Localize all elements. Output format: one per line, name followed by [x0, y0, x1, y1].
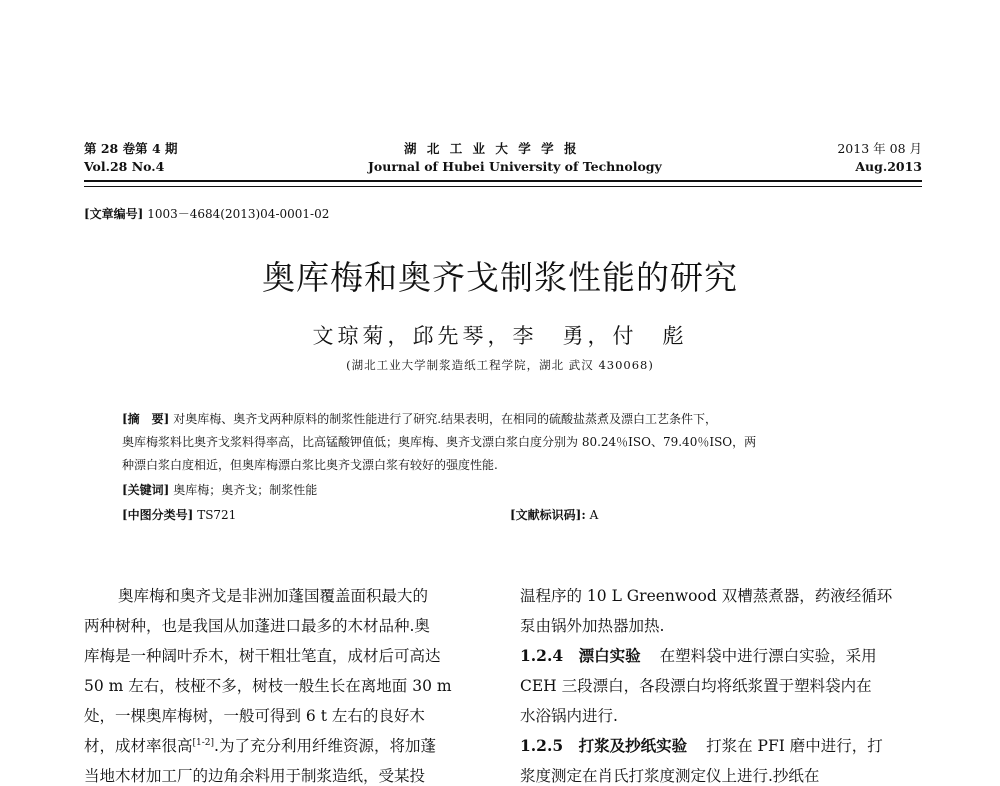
section-1-2-5-text: 打浆在 PFI 磨中进行，打 [706, 737, 883, 755]
section-1-2-4 [520, 644, 877, 666]
section-1-2-5 [520, 734, 883, 756]
journal-name-en: Journal of Hubei University of Technology [368, 159, 662, 174]
body-left-line-4: 50 m 左右，枝桠不多，树枝一般生长在离地面 30 m [84, 677, 452, 695]
citation-ref: [1-2] [192, 737, 215, 748]
article-number-value: 1003－4684(2013)04-0001-02 [147, 207, 330, 221]
body-right-line-1: 温程序的 10 L Greenwood 双槽蒸煮器，药液经循环 [520, 587, 893, 605]
abstract-text-2: 奥库梅浆料比奥齐戈浆料得率高，比高锰酸钾值低；奥库梅、奥齐戈漂白浆白度分别为 80.24％ISO、79.40％ISO，两 [122, 435, 757, 449]
classification-value: TS721 [197, 508, 237, 522]
abstract-label: [摘 要] [122, 412, 170, 426]
section-1-2-5-heading: 1.2.5 打浆及抄纸实验 [520, 736, 688, 755]
body-right-line-7: 浆度测定在肖氏打浆度测定仪上进行.抄纸在 [520, 767, 820, 785]
body-left-line-1: 奥库梅和奥齐戈是非洲加蓬国覆盖面积最大的 [118, 587, 429, 605]
abstract-text-3: 种漂白浆白度相近，但奥库梅漂白浆比奥齐戈漂白浆有较好的强度性能. [122, 458, 498, 472]
journal-name-cn: 湖 北 工 业 大 学 学 报 [404, 141, 580, 156]
body-right-line-4: CEH 三段漂白，各段漂白均将纸浆置于塑料袋内在 [520, 677, 872, 695]
abstract-line-1 [122, 410, 717, 427]
issue-label-cn: 第 28 卷第 4 期 [84, 141, 178, 156]
body-left-line-6a: 材，成材率很高 [84, 737, 193, 755]
article-title: 奥库梅和奥齐戈制浆性能的研究 [262, 258, 738, 297]
section-1-2-4-heading: 1.2.4 漂白实验 [520, 646, 641, 665]
body-left-line-2: 两种树种，也是我国从加蓬进口最多的木材品种.奥 [84, 617, 430, 635]
section-1-2-4-text: 在塑料袋中进行漂白实验，采用 [659, 647, 877, 665]
article-number [84, 205, 329, 222]
classification-line [122, 506, 236, 523]
document-code-line [510, 506, 598, 523]
article-number-label: [文章编号] [84, 207, 144, 221]
body-left-line-3: 库梅是一种阔叶乔木，树干粗壮笔直，成材后可高达 [84, 647, 441, 665]
body-right-line-2: 泵由锅外加热器加热. [520, 617, 665, 635]
issue-date-cn: 2013 年 08 月 [837, 141, 922, 156]
keywords-label: [关键词] [122, 483, 170, 497]
keywords-line [122, 481, 317, 498]
header-rule-thin [84, 186, 922, 187]
body-left-line-6 [84, 734, 436, 756]
keywords-value: 奥库梅；奥齐戈；制浆性能 [173, 483, 318, 497]
document-code-value: A [589, 508, 599, 522]
issue-label-en: Vol.28 No.4 [84, 159, 165, 174]
body-left-line-7: 当地木材加工厂的边角余料用于制浆造纸，受某投 [84, 767, 426, 785]
body-left-line-6b: .为了充分利用纤维资源，将加蓬 [214, 737, 436, 755]
document-code-label: [文献标识码]: [510, 508, 586, 522]
classification-label: [中图分类号] [122, 508, 194, 522]
header-rule-thick [84, 180, 922, 182]
abstract-text-1: 对奥库梅、奥齐戈两种原料的制浆性能进行了研究.结果表明，在相同的硫酸盐蒸煮及漂白工艺条件下， [173, 412, 718, 426]
author-list: 文琼菊，邱先琴，李 勇，付 彪 [312, 324, 688, 348]
issue-date-en: Aug.2013 [855, 159, 922, 174]
body-left-line-5: 处，一棵奥库梅树，一般可得到 6 t 左右的良好木 [84, 707, 425, 725]
body-right-line-5: 水浴锅内进行. [520, 707, 618, 725]
author-affiliation: (湖北工业大学制浆造纸工程学院，湖北 武汉 430068) [346, 358, 654, 372]
